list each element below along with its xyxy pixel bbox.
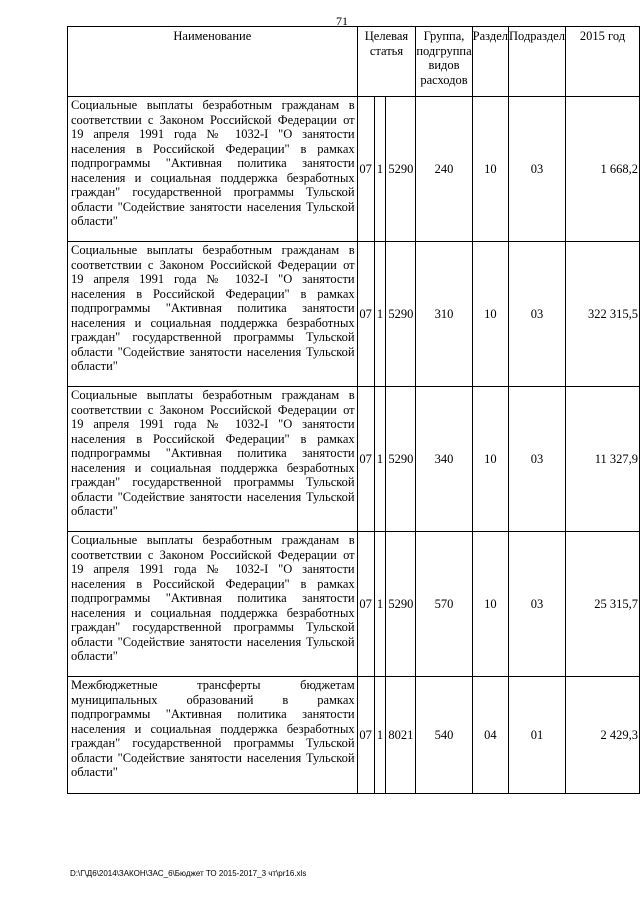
- row-name: Социальные выплаты безработным гражданам в соответствии с Законом Российской Федерации от 19 апреля 1991 года № 1032-I "О занятости населения в Российской Федерации" в рамках подпрограммы "Активная политика занятости населения и социальная поддержка безработных граждан" государственной программы Тульской области "Содействие занятости населения Тульской области": [68, 387, 358, 532]
- table-row: [68, 677, 640, 794]
- row-article-part2: 1: [374, 387, 386, 532]
- row-subsection: 01: [509, 677, 566, 794]
- table-row: [68, 97, 640, 242]
- row-section: 10: [472, 532, 508, 677]
- file-path-footer: D:\Г\Д6\2014\ЗАКОН\ЗАС_6\Бюджет ТО 2015-2017_3 чт\pr16.xls: [70, 869, 307, 878]
- row-subsection: 03: [509, 387, 566, 532]
- row-article-part2: 1: [374, 97, 386, 242]
- row-section: 10: [472, 97, 508, 242]
- row-amount: 11 327,9: [565, 387, 639, 532]
- row-name: Социальные выплаты безработным гражданам в соответствии с Законом Российской Федерации от 19 апреля 1991 года № 1032-I "О занятости населения в Российской Федерации" в рамках подпрограммы "Активная политика занятости населения и социальная поддержка безработных граждан" государственной программы Тульской области "Содействие занятости населения Тульской области": [68, 97, 358, 242]
- row-group: 340: [416, 387, 472, 532]
- row-section: 10: [472, 387, 508, 532]
- row-article-part2: 1: [374, 242, 386, 387]
- header-row: [68, 27, 640, 97]
- row-article-part3: 8021: [386, 677, 416, 794]
- row-article-part1: 07: [357, 532, 374, 677]
- row-group: 240: [416, 97, 472, 242]
- row-article-part3: 5290: [386, 242, 416, 387]
- row-name: Межбюджетные трансферты бюджетам муниципальных образований в рамках подпрограммы "Активная политика занятости населения и социальная поддержка безработных граждан" государственной программы Тульской области "Содействие занятости населения Тульской области": [68, 677, 358, 794]
- row-amount: 1 668,2: [565, 97, 639, 242]
- header-subsection: Подраздел: [509, 27, 566, 97]
- row-subsection: 03: [509, 97, 566, 242]
- row-article-part1: 07: [357, 242, 374, 387]
- row-article-part3: 5290: [386, 532, 416, 677]
- row-article-part2: 1: [374, 532, 386, 677]
- header-year: 2015 год: [565, 27, 639, 97]
- row-amount: 2 429,3: [565, 677, 639, 794]
- row-article-part2: 1: [374, 677, 386, 794]
- row-article-part3: 5290: [386, 97, 416, 242]
- row-article-part1: 07: [357, 387, 374, 532]
- row-subsection: 03: [509, 532, 566, 677]
- row-article-part1: 07: [357, 97, 374, 242]
- row-article-part1: 07: [357, 677, 374, 794]
- header-target-article: Целевая статья: [357, 27, 416, 97]
- row-section: 04: [472, 677, 508, 794]
- header-group: Группа, подгруппа видов расходов: [416, 27, 472, 97]
- header-section: Раздел: [472, 27, 508, 97]
- row-amount: 25 315,7: [565, 532, 639, 677]
- header-name: Наименование: [68, 27, 358, 97]
- row-name: Социальные выплаты безработным гражданам в соответствии с Законом Российской Федерации от 19 апреля 1991 года № 1032-I "О занятости населения в Российской Федерации" в рамках подпрограммы "Активная политика занятости населения и социальная поддержка безработных граждан" государственной программы Тульской области "Содействие занятости населения Тульской области": [68, 532, 358, 677]
- row-group: 540: [416, 677, 472, 794]
- row-amount: 322 315,5: [565, 242, 639, 387]
- table-row: [68, 532, 640, 677]
- budget-table: [67, 26, 640, 794]
- table-row: [68, 387, 640, 532]
- row-article-part3: 5290: [386, 387, 416, 532]
- row-name: Социальные выплаты безработным гражданам в соответствии с Законом Российской Федерации от 19 апреля 1991 года № 1032-I "О занятости населения в Российской Федерации" в рамках подпрограммы "Активная политика занятости населения и социальная поддержка безработных граждан" государственной программы Тульской области "Содействие занятости населения Тульской области": [68, 242, 358, 387]
- page-number: 71: [336, 14, 348, 28]
- row-subsection: 03: [509, 242, 566, 387]
- row-group: 570: [416, 532, 472, 677]
- row-group: 310: [416, 242, 472, 387]
- row-section: 10: [472, 242, 508, 387]
- table-row: [68, 242, 640, 387]
